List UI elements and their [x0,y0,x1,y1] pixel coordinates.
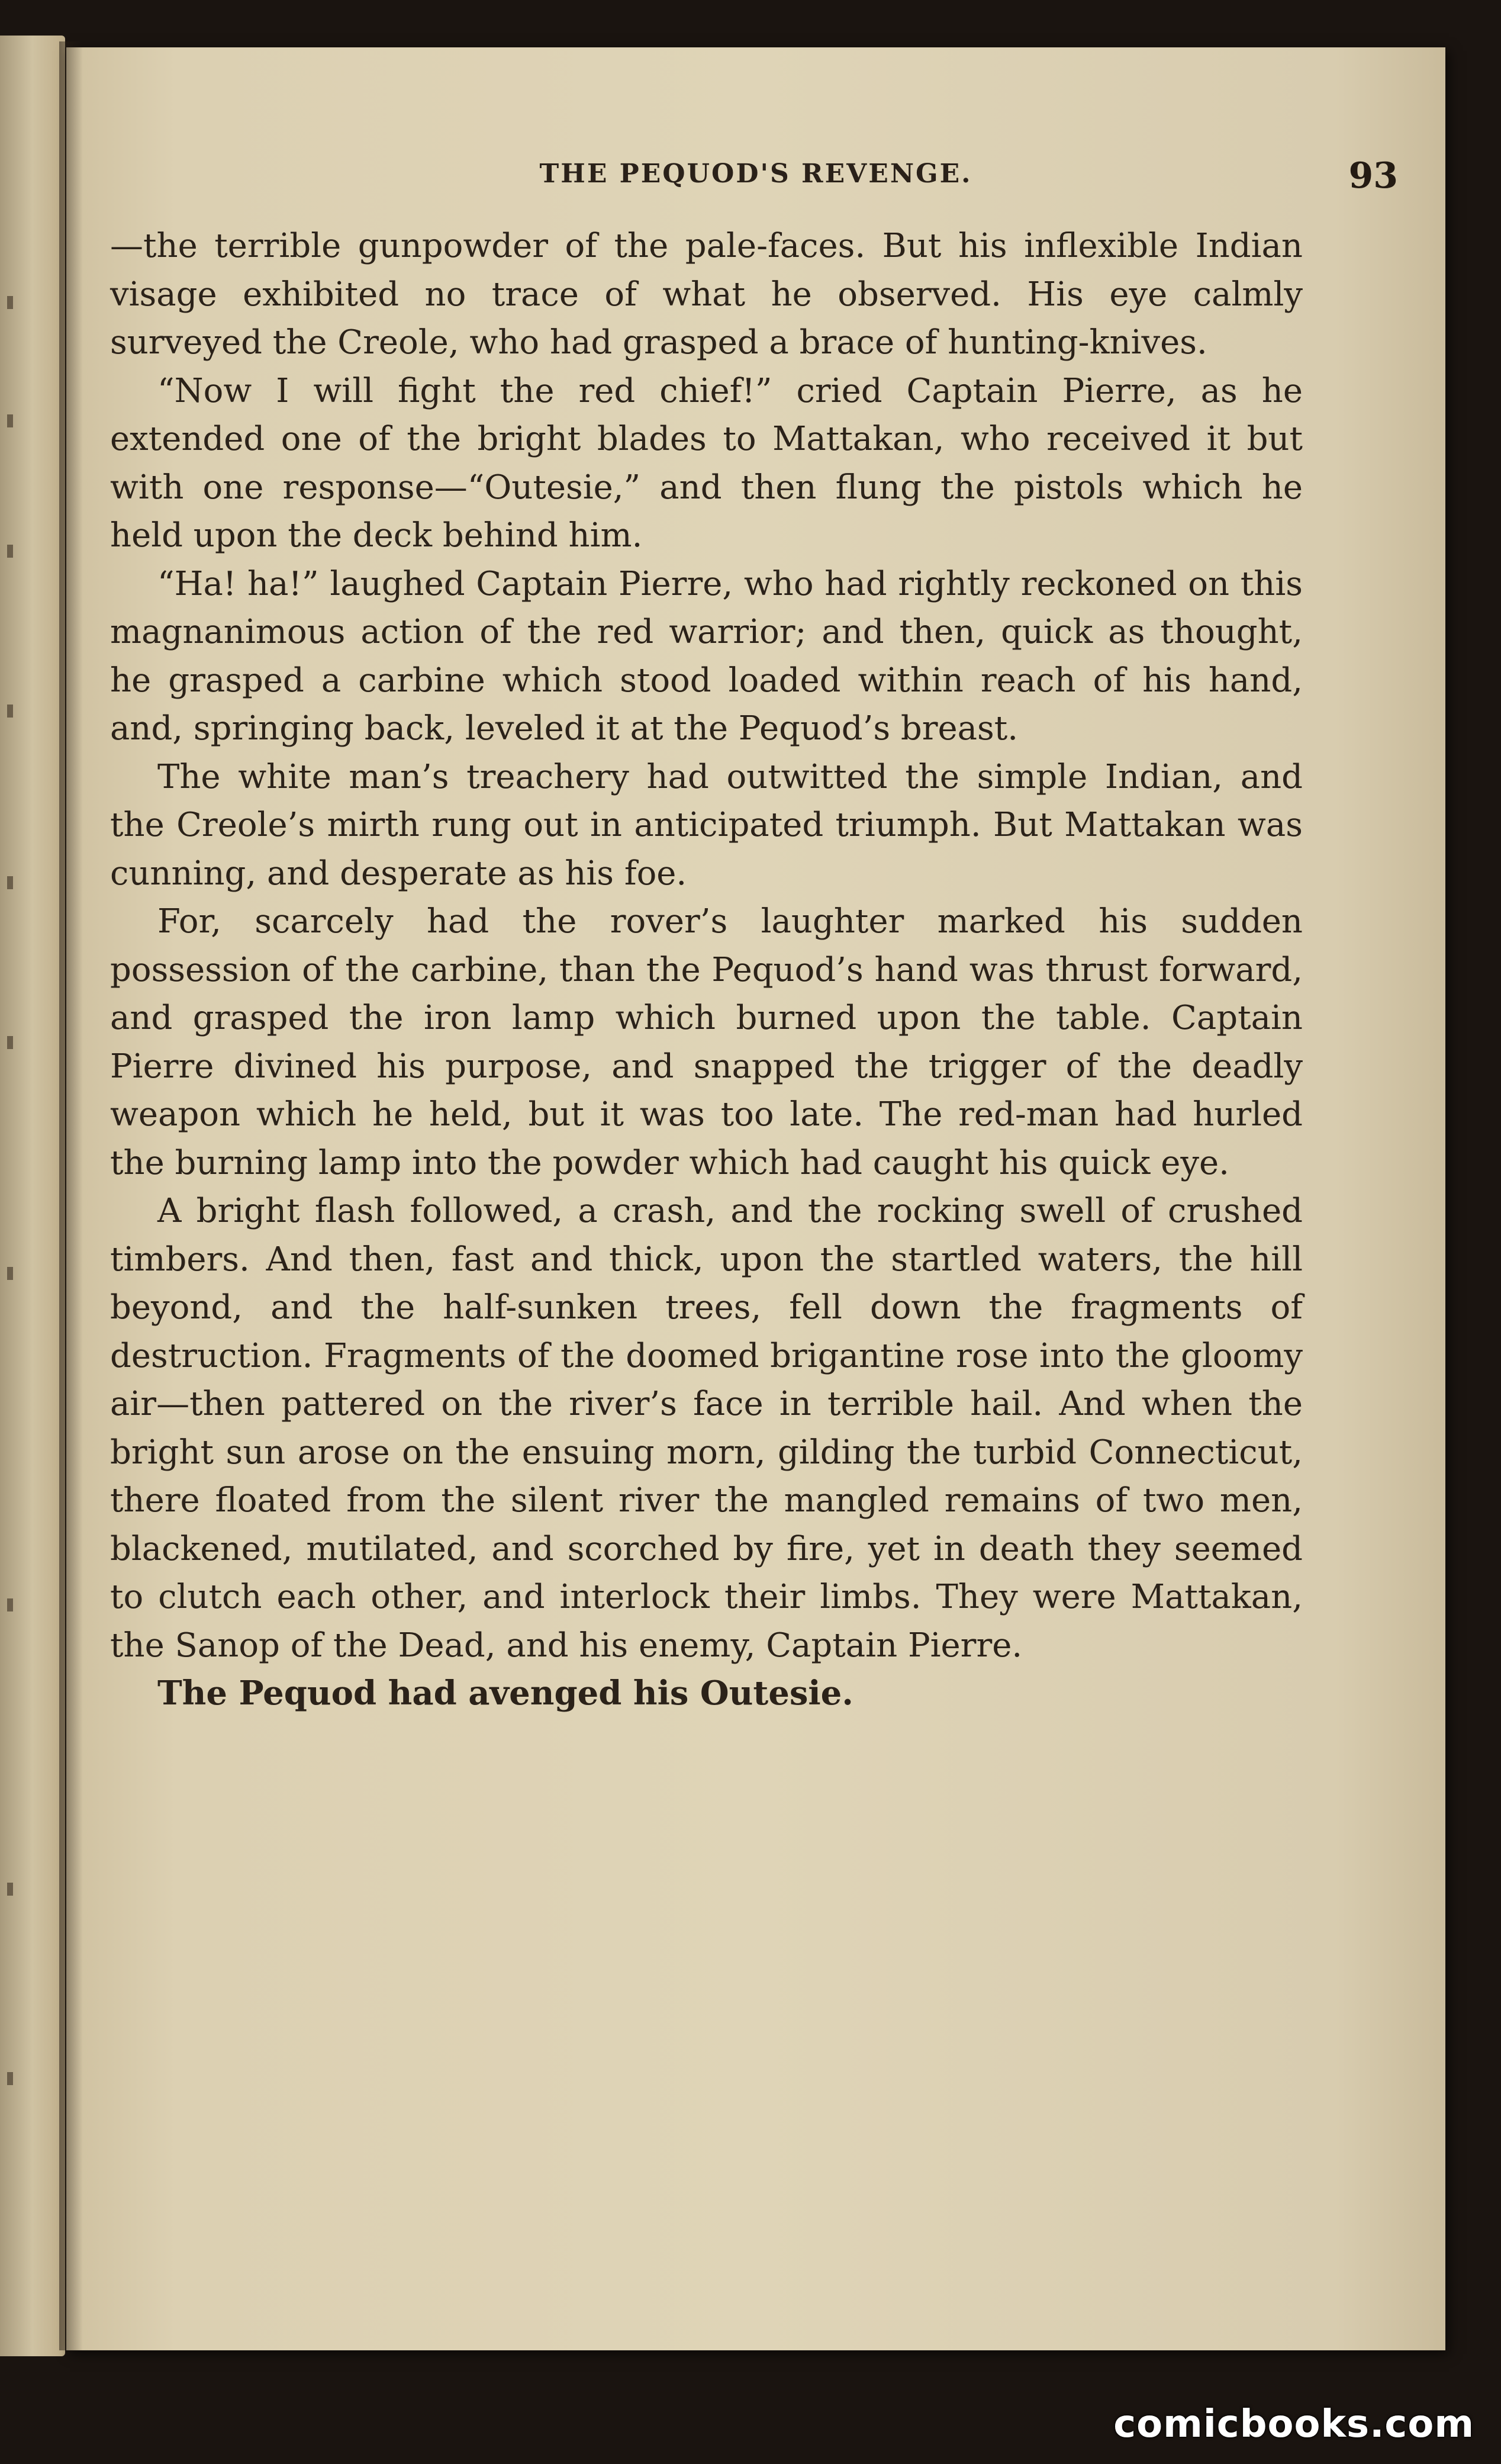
page-edge-mark [7,1883,13,1896]
paragraph: For, scarcely had the rover’s laughter marked his sudden possession of the carbine, than the Pequod’s hand was thrust forward, and grasped the iron lamp which burned upon the table. Captain Pierre divined his purpose, and snapped the trigger of the deadly weapon which he held, but it was too late. The red-man had hurled the burning lamp into the powder which had caught his quick eye. [110,902,1303,1182]
page-edge-mark [7,296,13,309]
previous-page-edge [0,36,65,2356]
page-edge-mark [7,1036,13,1049]
gutter-shadow [59,41,83,2350]
body-text [110,222,1303,1718]
page-edge-mark [7,545,13,558]
page-number: 93 [1348,155,1398,197]
page-edge-mark [7,414,13,427]
paragraph: A bright flash followed, a crash, and the rocking swell of crushed timbers. And then, fast and thick, upon the startled waters, the hill beyond, and the half-sunken trees, fell down the fragments of destruction. Fragments of the doomed brigantine rose into the gloomy air—then pattered on the river’s face in terrible hail. And when the bright sun arose on the ensuing morn, gilding the turbid Connecticut, there floated from the silent river the mangled remains of two men, blackened, mutilated, and scorched by fire, yet in death they seemed to clutch each other, and interlock their limbs. They were Mattakan, the Sanop of the Dead, and his enemy, Captain Pierre. [110,1192,1303,1665]
book-page [66,47,1445,2350]
paragraph: The white man’s treachery had outwitted the simple Indian, and the Creole’s mirth rung out in anticipated triumph. But Mattakan was cunning, and desperate as his foe. [110,757,1303,893]
paragraph-final: The Pequod had avenged his Outesie. [157,1674,853,1713]
paragraph: —the terrible gunpowder of the pale-faces. But his inflexible Indian visage exhibited no trace of what he observed. His eye calmly surveyed the Creole, who had grasped a brace of hunting-knives. [110,227,1303,362]
paragraph: “Now I will fight the red chief!” cried Captain Pierre, as he extended one of the bright blades to Mattakan, who received it but with one response—“Outesie,” and then flung the pistols which he held upon the deck behind him. [110,371,1303,555]
page-edge-mark [7,876,13,889]
site-watermark: comicbooks.com [1113,2402,1474,2446]
paragraph: “Ha! ha!” laughed Captain Pierre, who had rightly reckoned on this magnanimous action of the red warrior; and then, quick as thought, he grasped a carbine which stood loaded within reach of his hand, and, springing back, leveled it at the Pequod’s breast. [110,564,1303,748]
running-title: THE PEQUOD'S REVENGE. [539,159,972,189]
page-edge-mark [7,705,13,718]
page-edge-mark [7,2072,13,2085]
page-edge-mark [7,1598,13,1611]
page-header [66,155,1445,200]
page-edge-mark [7,1267,13,1280]
